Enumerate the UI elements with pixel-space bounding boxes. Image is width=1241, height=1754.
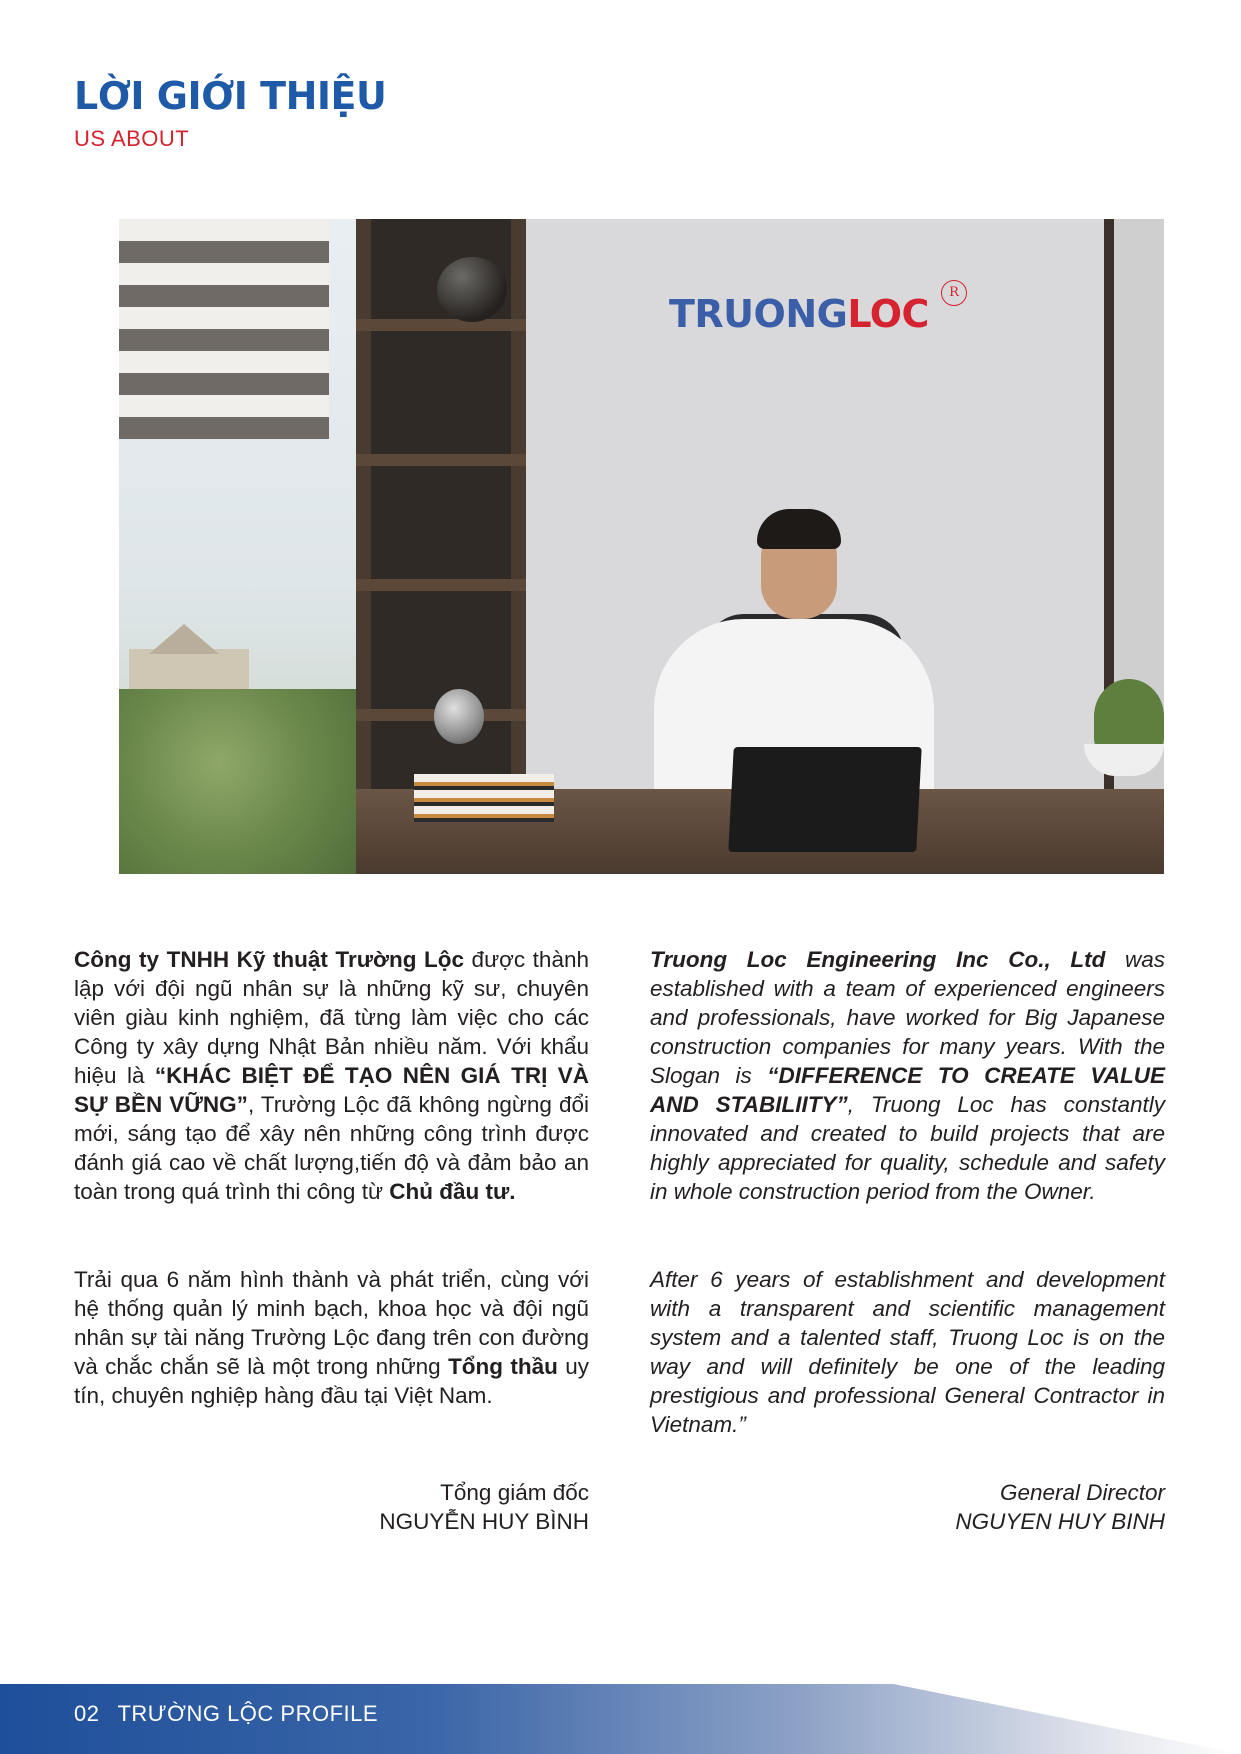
plant: [1094, 679, 1164, 754]
laptop: [728, 747, 922, 852]
logo-text-blue: TRUONG: [669, 292, 848, 336]
vi-signature: [74, 1478, 589, 1536]
vase: [434, 689, 484, 744]
trees: [119, 689, 369, 874]
vi-paragraph-2: Trải qua 6 năm hình thành và phát triển, cùng với hệ thống quản lý minh bạch, khoa học và đội ngũ nhân sự tài năng Trường Lộc đang trên con đường và chắc chắn sẽ là một trong những Tổng thầu uy tín, chuyên nghiệp hàng đầu tại Việt Nam.: [74, 1267, 590, 1408]
office-photo: [119, 219, 1164, 874]
en-paragraph-1: Truong Loc Engineering Inc Co., Ltd was established with a team of experienced engineers and professionals, have worked for Big Japanese construction companies for many years. With the Slogan is “DIFFERENCE TO CREATE VALUE AND STABILIITY”, Truong Loc has constantly innovated and created to build projects that are highly appreciated for quality, schedule and safety in whole construction period from the Owner.: [650, 947, 1165, 1204]
vi-signature-role: Tổng giám đốc: [440, 1480, 589, 1505]
page-title: LỜI GIỚI THIỆU: [74, 74, 387, 118]
en-signature-role: General Director: [999, 1480, 1165, 1505]
page-number: 02: [74, 1701, 100, 1726]
en-paragraph-2: After 6 years of establishment and development with a transparent and scientific management system and a talented staff, Truong Loc is on the way and will definitely be one of the leading prestigious and professional General Contractor in Vietnam.”: [650, 1267, 1165, 1437]
vi-paragraph-1: Công ty TNHH Kỹ thuật Trường Lộc được thành lập với đội ngũ nhân sự là những kỹ sư, chuyên viên giàu kinh nghiệm, đã từng làm việc cho các Công ty xây dựng Nhật Bản nhiều năm. Với khẩu hiệu là “KHÁC BIỆT ĐỂ TẠO NÊN GIÁ TRỊ VÀ SỰ BỀN VỮNG”, Trường Lộc đã không ngừng đổi mới, sáng tạo để xây nên những công trình được đánh giá cao về chất lượng,tiến độ và đảm bảo an toàn trong quá trình thi công từ Chủ đầu tư.: [74, 947, 589, 1204]
registered-mark: R: [941, 280, 967, 306]
en-signature: [650, 1478, 1165, 1536]
company-logo: [669, 285, 959, 336]
en-signature-name: NGUYEN HUY BINH: [955, 1509, 1165, 1534]
footer-label: TRƯỜNG LỘC PROFILE: [117, 1701, 379, 1726]
sculpture: [437, 257, 507, 322]
logo-text-red: LOC: [847, 292, 929, 336]
vi-signature-name: NGUYỄN HUY BÌNH: [379, 1509, 589, 1534]
footer: [74, 1701, 396, 1727]
book-stack: [414, 774, 554, 822]
page-subtitle: US ABOUT: [74, 126, 190, 151]
